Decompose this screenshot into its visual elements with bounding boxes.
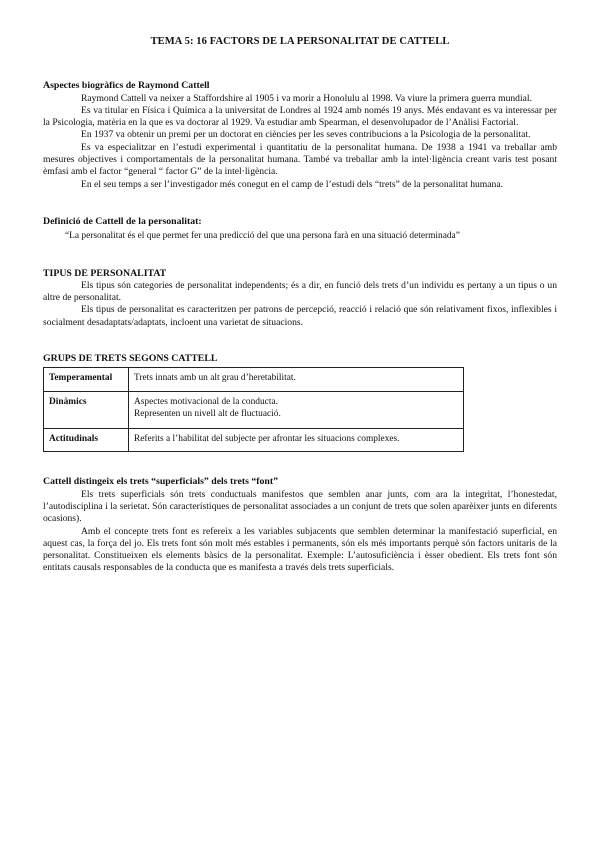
types-paragraph: Els tipus són categories de personalitat independents; és a dir, en funció dels trets d’un individu es pertany a un tipus o un altre de personalitat. — [43, 279, 557, 304]
types-section — [43, 268, 557, 329]
groups-heading: GRUPS DE TRETS SEGONS CATTELL — [43, 353, 218, 365]
group-description-line: Aspectes motivacional de la conducta. — [134, 397, 278, 408]
document-page — [43, 36, 557, 575]
distinction-section — [43, 476, 557, 574]
table-row — [44, 392, 464, 429]
bio-heading: Aspectes biogràfics de Raymond Cattell — [43, 80, 210, 92]
table-row — [44, 429, 464, 452]
groups-section — [43, 353, 557, 452]
distinction-heading: Cattell distingeix els trets “superficials” dels trets “font” — [43, 476, 279, 488]
distinction-paragraph: Amb el concepte trets font es refereix a les variables subjacents que semblen determinar la manifestació superficial, en aquest cas, la força del jo. Els trets font són molt més estables i permanents, són els més importants perquè són factors unitaris de la personalitat. Constitueixen els elements bàsics de la personalitat. Exemple: L’autosuficiència i èsser obedient. Els trets font són entitats causals responsables de la conducta que es manifesta a través dels trets superficials. — [43, 525, 557, 574]
document-title: TEMA 5: 16 FACTORS DE LA PERSONALITAT DE CATTELL — [150, 36, 450, 47]
types-paragraph: Els tipus de personalitat es caracteritzen per patrons de percepció, reacció i relació que són relativament fixos, inflexibles i socialment desadaptats/adaptats, incloent una varietat de situacions. — [43, 304, 557, 328]
definition-quote: “La personalitat és el que permet fer una predicció del que una persona farà en una situació determinada” — [65, 231, 460, 242]
bio-paragraph: En el seu temps a ser l’investigador més conegut en el camp de l’estudi dels “trets” de la personalitat humana. — [81, 178, 503, 190]
bio-paragraph: En 1937 va obtenir un premi per un doctorat en ciències per les seves contribucions a la Psicologia de la personalitat. — [81, 129, 531, 141]
bio-paragraph: Raymond Cattell va neixer a Staffordshire al 1905 i va morir a Honolulu al 1998. Va viure la primera guerra mundial. — [81, 92, 532, 104]
definition-heading: Definició de Cattell de la personalitat: — [43, 215, 202, 227]
types-heading: TIPUS DE PERSONALITAT — [43, 267, 167, 279]
group-description-line: Representen un nivell alt de fluctuació. — [134, 409, 281, 420]
distinction-paragraph: Els trets superficials són trets conductuals manifestos que semblen anar junts, com ara la integritat, l’honestedat, l’autodisciplina i la serietat. Són característiques de personalitat associades a un conjunt de trets que solen aparèixer junts en diferents ocasions). — [43, 488, 557, 525]
group-name: Actitudinals — [44, 429, 129, 452]
definition-section — [43, 216, 557, 243]
group-name: Dinàmics — [44, 392, 129, 429]
group-description — [129, 429, 464, 452]
group-description-line: Trets innats amb un alt grau d’heretabilitat. — [134, 373, 296, 384]
table-row — [44, 368, 464, 392]
bio-paragraph: Es va especialitzar en l’estudi experimental i quantitatiu de la personalitat humana. De 1938 a 1941 va treballar amb mesures objectives i comportamentals de la personalitat humana. També va treballar amb la intel·ligència creant varis test posant èmfasi amb el factor “general “ factor G” de la intel·ligència. — [43, 141, 557, 178]
bio-section — [43, 80, 557, 191]
group-name: Temperamental — [44, 368, 129, 392]
bio-paragraph: Es va titular en Física i Química a la universitat de Londres al 1924 amb només 19 anys. Més endavant es va interessar per la Psicologia, matèria en la que es va doctorar al 1929. Va estudiar amb Spearman, el desenvolupador de l’Anàlisi Factorial. — [43, 104, 557, 129]
group-description-line: Referits a l’habilitat del subjecte per afrontar les situacions complexes. — [134, 434, 400, 445]
groups-table — [43, 367, 464, 452]
group-description — [129, 392, 464, 429]
group-description — [129, 368, 464, 392]
